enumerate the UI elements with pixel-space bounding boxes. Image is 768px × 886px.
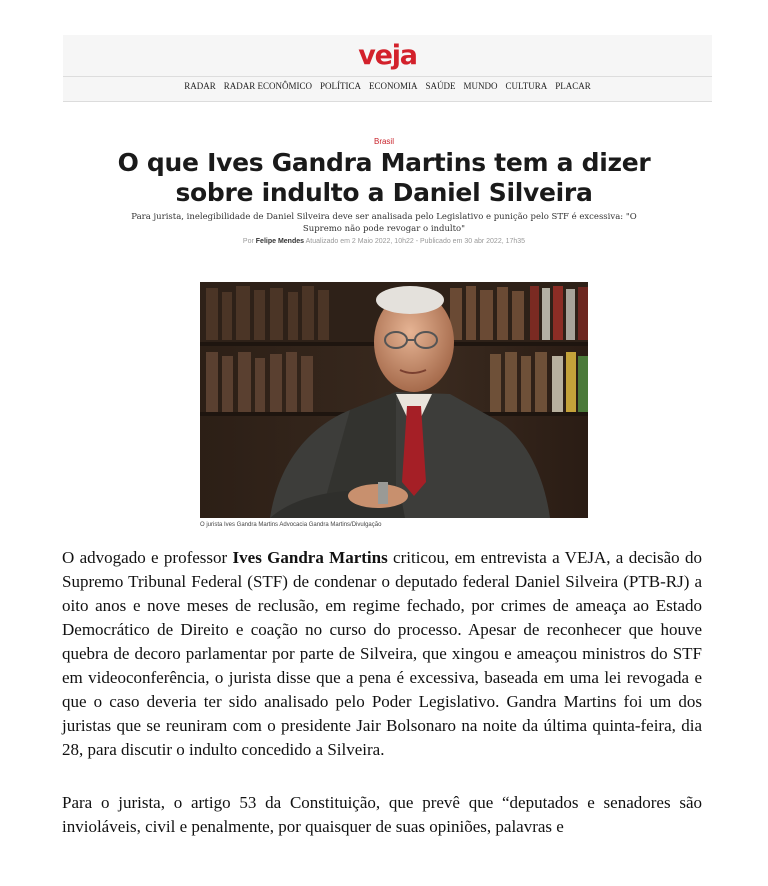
nav-item-radar-economico[interactable]: RADAR ECONÔMICO: [223, 81, 313, 91]
p1-bold-name: Ives Gandra Martins: [232, 548, 388, 567]
p1-rest: criticou, em entrevista a VEJA, a decisão do Supremo Tribunal Federal (STF) de condenar o deputado federal Daniel Silveira (PTB-RJ) a oito anos e nove meses de reclusão, em regime fechado, por crimes de ameaça ao Estado Democrático de Direito e coação no curso do processo. Apesar de reconhecer que houve quebra de decoro parlamentar por parte de Silveira, que xingou e ameaçou ministros do STF em videoconferência, o jurista disse que a pena é excessiva, baseada em uma lei revogada e que o caso deveria ter sido analisado pelo Poder Legislativo. Gandra Martins foi um dos juristas que se reuniram com o presidente Jair Bolsonaro na noite da última quinta-feira, dia 28, para discutir o indulto concedido a Silveira.: [62, 548, 703, 759]
author-name[interactable]: Felipe Mendes: [255, 238, 305, 245]
article-photo: [200, 282, 588, 518]
nav-item-politica[interactable]: POLÍTICA: [320, 81, 362, 91]
photo-caption: O jurista Ives Gandra Martins Advocacia Gandra Martins/Divulgação: [200, 522, 382, 528]
byline-dates: Atualizado em 2 Maio 2022, 10h22 - Publicado em 30 abr 2022, 17h35: [305, 238, 526, 245]
byline-prefix: Por: [242, 238, 254, 245]
article-paragraph-2: Para o jurista, o artigo 53 da Constituição, que prevê que “deputados e senadores são invioláveis, civil e penalmente, por quaisquer de suas opiniões, palavras e: [62, 793, 702, 836]
article-paragraph-1: [62, 546, 702, 762]
nav-item-mundo[interactable]: MUNDO: [463, 81, 498, 91]
article-subtitle: Para jurista, inelegibilidade de Daniel Silveira deve ser analisada pelo Legislativo e punição pelo STF é excessiva: "O Supremo não pode revogar o indulto": [131, 212, 637, 234]
article-headline: O que Ives Gandra Martins tem a dizer sobre indulto a Daniel Silveira: [117, 148, 651, 207]
nav-item-cultura[interactable]: CULTURA: [505, 81, 548, 91]
nav-item-economia[interactable]: ECONOMIA: [369, 81, 418, 91]
site-header: [63, 35, 712, 102]
article-byline: [0, 238, 768, 245]
portrait-illustration: [200, 282, 588, 518]
section-kicker[interactable]: Brasil: [373, 137, 394, 146]
main-nav: [63, 81, 712, 91]
header-divider: [63, 76, 712, 77]
nav-item-saude[interactable]: SAÚDE: [425, 81, 456, 91]
nav-item-placar[interactable]: PLACAR: [555, 81, 591, 91]
veja-logo[interactable]: veja: [358, 40, 417, 71]
p1-start: O advogado e professor: [62, 548, 233, 567]
nav-item-radar[interactable]: RADAR: [184, 81, 216, 91]
